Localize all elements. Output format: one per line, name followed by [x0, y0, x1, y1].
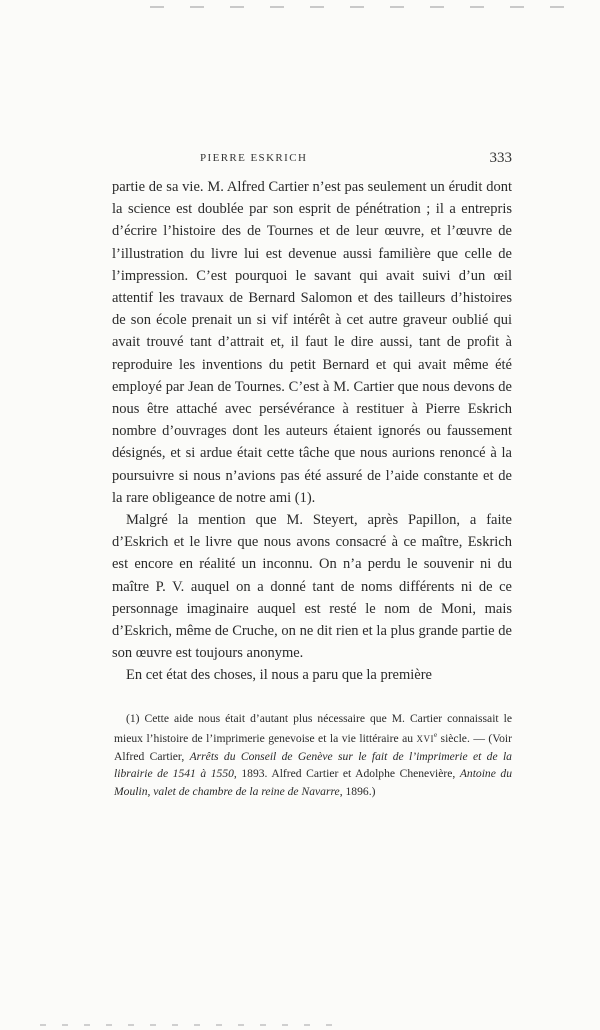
footnote-century-sup: e: [433, 731, 438, 740]
running-title: PIERRE ESKRICH: [200, 152, 308, 164]
footnote-text-1: (1) Cette aide nous était d’autant plus nécessaire que M. Cartier connaissait le mieux l’histoire de l’imprimerie genevoise et la vie littéraire au: [114, 712, 512, 746]
page-number: 333: [489, 150, 512, 166]
footnote: [114, 710, 512, 800]
running-head: [112, 150, 512, 170]
body-text: [112, 176, 512, 687]
scan-artifact-bottom: [40, 1024, 340, 1026]
footnote-text-2: siècle. — (Voir Alfred Cartier,: [114, 732, 512, 764]
paragraph-2: Malgré la mention que M. Steyert, après Papillon, a faite d’Eskrich et le livre que nous avons consacré à ce maître, Eskrich est encore en réalité un inconnu. On n’a perdu le souvenir ni du maître P. V. auquel on a donné tant de noms différents ni de ce personnage imaginaire auquel est resté le nom de Moni, mais d’Eskrich, même de Cruche, on ne dit rien et la plus grande partie de son œuvre est toujours anonyme.: [112, 512, 512, 662]
paragraph-3: En cet état des choses, il nous a paru que la première: [126, 667, 432, 684]
footnote-title-1: Arrêts du Conseil de Genève sur le fait de l’imprimerie et de la librairie de 1541 à 1550: [114, 750, 512, 781]
footnote-title-2: Antoine du Moulin, valet de chambre de la reine de Navarre: [114, 767, 513, 798]
footnote-text-3: , 1893. Alfred Cartier et Adolphe Chenevière,: [233, 767, 460, 781]
paragraph-1: partie de sa vie. M. Alfred Cartier n’est pas seulement un érudit dont la science est doublée par son esprit de pénétration ; il a entrepris d’écrire l’histoire des de Tournes et de leur œuvre, et l’œuvre de l’illustration du livre lui est devenue aussi familière que celle de l’impression. C’est pourquoi le savant qui avait suivi d’un œil attentif les travaux de Bernard Salomon et des tailleurs d’histoires de son école prenait un si vif intérêt à cet autre graveur oublié qui avait trouvé tant d’attrait et, il faut le dire aussi, tant de profit à reproduire les inventions du petit Bernard et qui avait même été employé par Jean de Tournes. C’est à M. Cartier que nous devons de nous être attaché avec persévérance à restituer à Pierre Eskrich nombre d’ouvrages dont les auteurs étaient ignorés ou faussement désignés, et si ardue était cette tâche que nous aurions renoncé à la poursuivre si nous n’avions pas été assuré de l’aide constante et de la rare obligeance de notre ami (1).: [112, 179, 512, 506]
scan-artifact-top: [150, 6, 580, 8]
footnote-1: [114, 710, 512, 800]
footnote-text-4: , 1896.): [339, 784, 376, 798]
footnote-century: XVI: [416, 734, 434, 745]
